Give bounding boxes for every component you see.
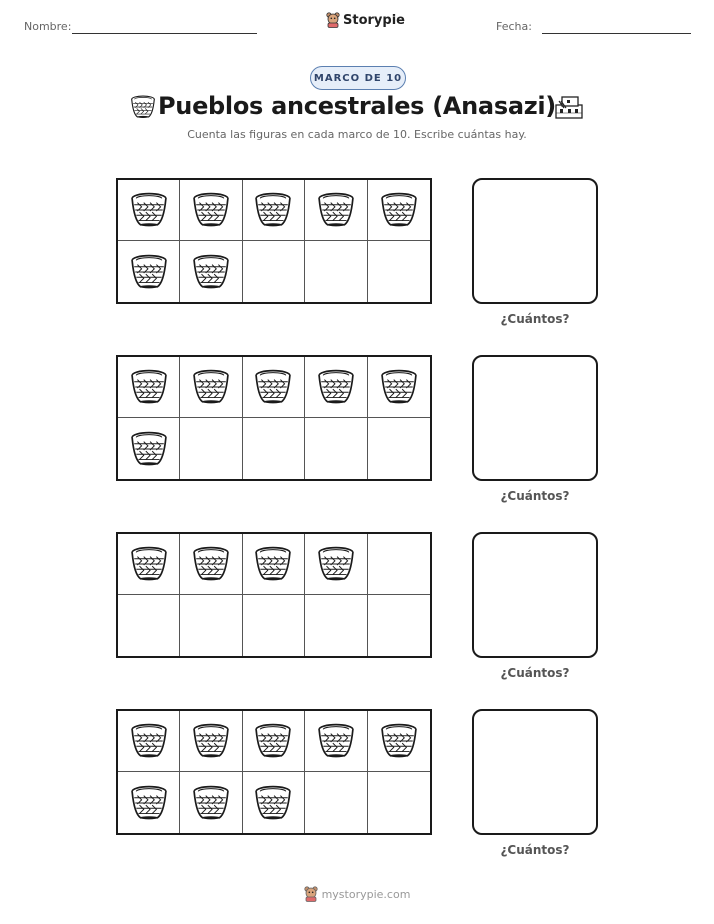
frame-cell xyxy=(118,711,180,772)
frame-cell xyxy=(243,241,305,302)
frame-cell xyxy=(243,711,305,772)
basket-icon xyxy=(192,723,230,759)
instructions: Cuenta las figuras en cada marco de 10. Escribe cuántas hay. xyxy=(187,128,527,141)
answer-label: ¿Cuántos? xyxy=(500,843,570,857)
basket-icon xyxy=(380,369,418,405)
frame-cell xyxy=(305,772,367,833)
frame-cell xyxy=(243,180,305,241)
basket-icon xyxy=(254,723,292,759)
basket-icon xyxy=(317,546,355,582)
answer-box[interactable] xyxy=(472,709,598,835)
frame-cell xyxy=(118,180,180,241)
frame-cell xyxy=(243,534,305,595)
footer xyxy=(0,886,714,902)
footer-url[interactable]: mystorypie.com xyxy=(321,887,411,901)
basket-icon xyxy=(254,369,292,405)
frame-cell xyxy=(368,180,430,241)
frame-cell xyxy=(305,180,367,241)
basket-icon xyxy=(192,254,230,290)
frame-cell xyxy=(305,595,367,656)
frame-cell xyxy=(243,772,305,833)
answer-label: ¿Cuántos? xyxy=(500,312,570,326)
frame-cell xyxy=(180,772,242,833)
bear-icon xyxy=(326,12,340,28)
basket-icon xyxy=(317,192,355,228)
frame-cell xyxy=(118,418,180,479)
frame-cell xyxy=(305,357,367,418)
frame-cell xyxy=(180,357,242,418)
basket-icon xyxy=(192,369,230,405)
basket-icon xyxy=(380,192,418,228)
frame-cell xyxy=(368,241,430,302)
basket-icon xyxy=(192,546,230,582)
basket-icon xyxy=(130,192,168,228)
basket-icon xyxy=(130,546,168,582)
frame-cell xyxy=(243,357,305,418)
answer-label: ¿Cuántos? xyxy=(500,666,570,680)
answer-box[interactable] xyxy=(472,178,598,304)
basket-icon xyxy=(130,431,168,467)
basket-icon xyxy=(254,192,292,228)
name-field[interactable] xyxy=(72,33,257,34)
frame-cell xyxy=(368,711,430,772)
date-field[interactable] xyxy=(542,33,691,34)
ten-frame xyxy=(116,178,432,304)
frame-cell xyxy=(305,534,367,595)
basket-icon xyxy=(317,369,355,405)
frame-cell xyxy=(118,772,180,833)
answer-label: ¿Cuántos? xyxy=(500,489,570,503)
ten-frame xyxy=(116,709,432,835)
worksheet-type-badge: MARCO DE 10 xyxy=(310,66,406,90)
ten-frame xyxy=(116,355,432,481)
pueblo-building-icon xyxy=(554,95,584,123)
basket-icon xyxy=(254,546,292,582)
answer-box[interactable] xyxy=(472,355,598,481)
frame-cell xyxy=(368,595,430,656)
basket-icon xyxy=(130,723,168,759)
frame-cell xyxy=(180,711,242,772)
bear-icon xyxy=(304,886,318,902)
brand-name: Storypie xyxy=(343,12,405,28)
basket-icon xyxy=(130,254,168,290)
date-label: Fecha: xyxy=(496,20,532,33)
name-label: Nombre: xyxy=(24,20,72,33)
frame-cell xyxy=(243,418,305,479)
basket-icon xyxy=(317,723,355,759)
basket-icon xyxy=(380,723,418,759)
frame-cell xyxy=(368,418,430,479)
frame-cell xyxy=(118,241,180,302)
basket-icon xyxy=(192,785,230,821)
frame-cell xyxy=(180,595,242,656)
frame-cell xyxy=(118,357,180,418)
basket-icon xyxy=(130,785,168,821)
frame-cell xyxy=(243,595,305,656)
frame-cell xyxy=(305,711,367,772)
basket-icon xyxy=(130,369,168,405)
brand-logo xyxy=(326,12,405,28)
ten-frame xyxy=(116,532,432,658)
frame-cell xyxy=(368,534,430,595)
page-title: Pueblos ancestrales (Anasazi) xyxy=(158,92,556,120)
frame-cell xyxy=(118,534,180,595)
basket-icon xyxy=(254,785,292,821)
frame-cell xyxy=(368,772,430,833)
frame-cell xyxy=(305,418,367,479)
basket-icon xyxy=(192,192,230,228)
answer-box[interactable] xyxy=(472,532,598,658)
frame-cell xyxy=(368,357,430,418)
frame-cell xyxy=(305,241,367,302)
frame-cell xyxy=(180,534,242,595)
frame-cell xyxy=(180,241,242,302)
frame-cell xyxy=(180,180,242,241)
frame-cell xyxy=(118,595,180,656)
frame-cell xyxy=(180,418,242,479)
